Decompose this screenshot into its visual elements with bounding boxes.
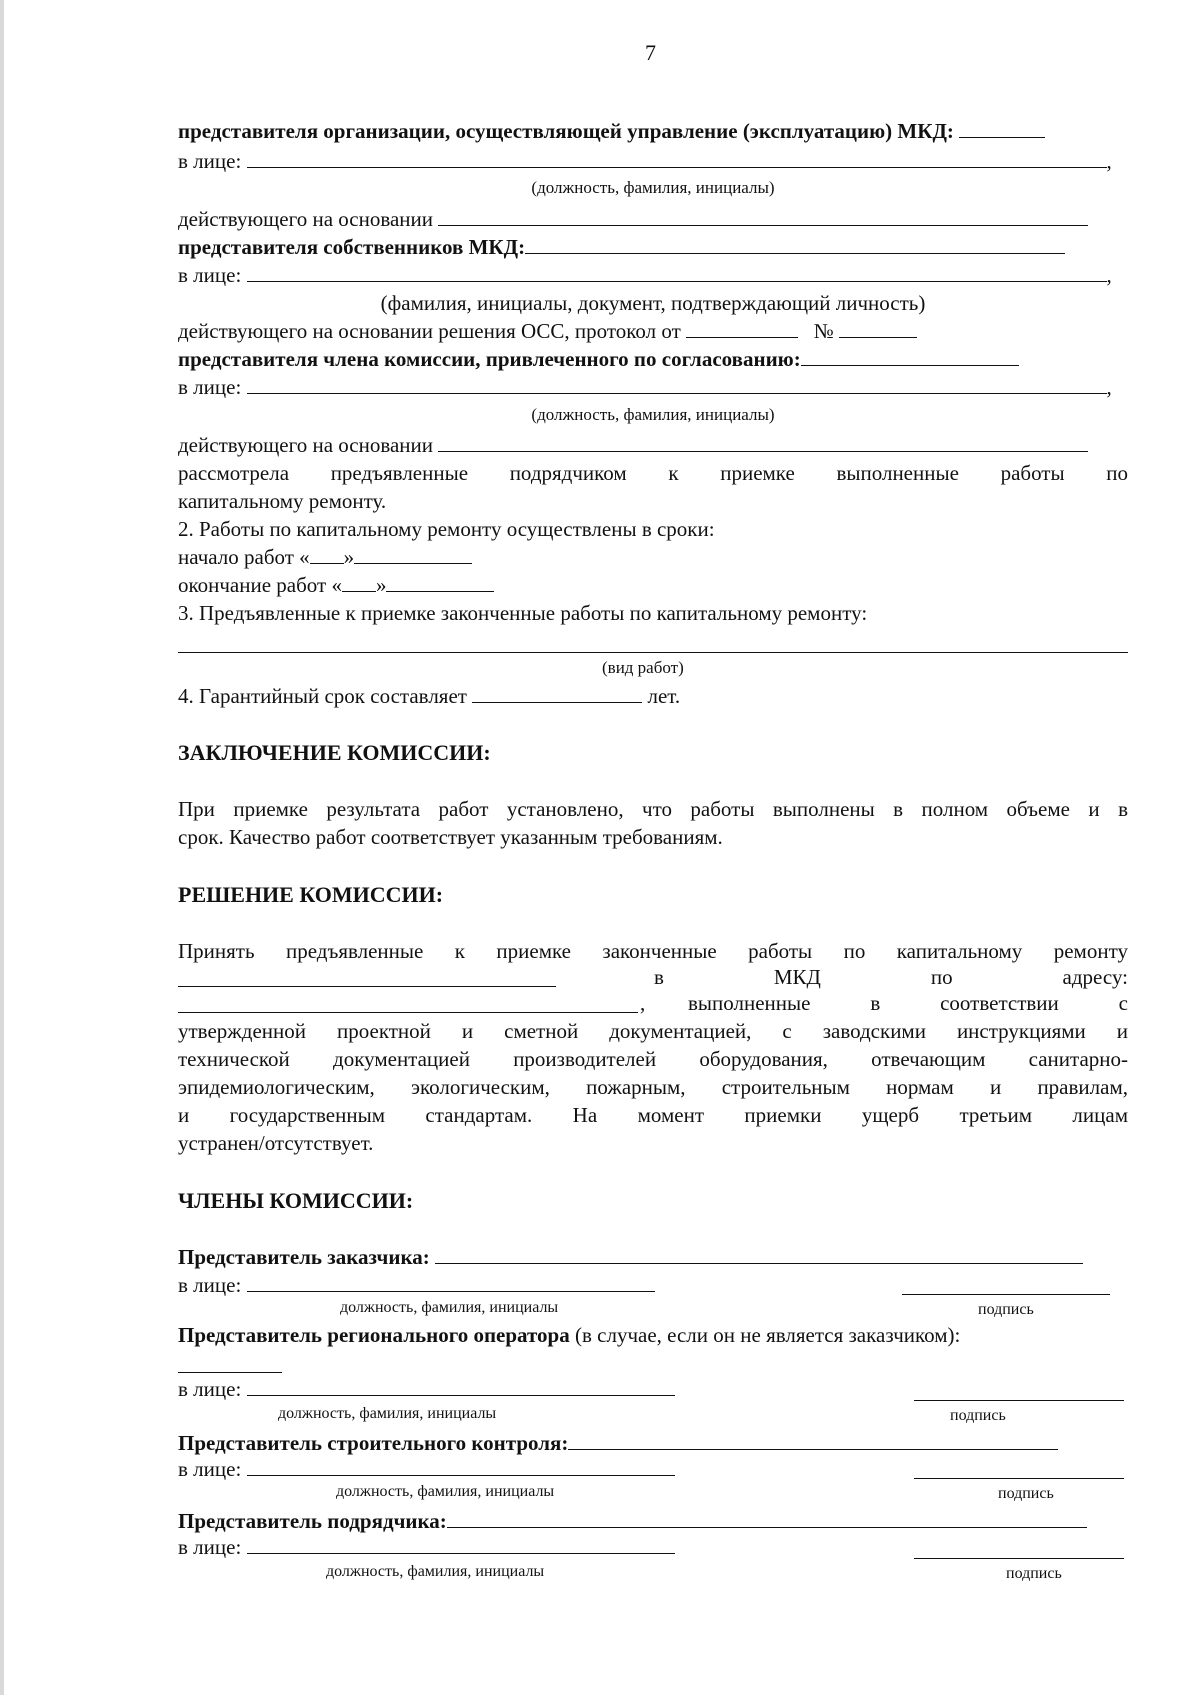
customer-signature-label: подпись: [978, 1301, 1034, 1318]
construction-signature-label: подпись: [998, 1485, 1054, 1502]
page-number: 7: [645, 40, 656, 65]
decision-line-5: технической документацией производителей оборудования, отвечающим санитарно-: [178, 1047, 1128, 1071]
regional-signature-label: подпись: [950, 1407, 1006, 1424]
decision-line-7: и государственным стандартам. На момент приемки ущерб третьим лицам: [178, 1103, 1128, 1127]
contractor-caption: должность, фамилия, инициалы: [326, 1563, 545, 1580]
decision-heading: РЕШЕНИЕ КОМИССИИ:: [178, 882, 444, 907]
protocol-number-field[interactable]: [839, 319, 917, 338]
contractor-signature-label: подпись: [1006, 1565, 1062, 1582]
owners-rep-basis: действующего на основании решения ОСС, протокол от №: [178, 318, 1128, 344]
warranty-years-field[interactable]: [472, 684, 642, 703]
contractor-signature-field[interactable]: [914, 1558, 1124, 1559]
construction-person-field[interactable]: [247, 1457, 675, 1476]
decision-line-3-comma: ,: [640, 991, 646, 1015]
contractor-in-person: в лице:: [178, 1534, 1128, 1560]
construction-caption: должность, фамилия, инициалы: [336, 1483, 555, 1500]
owners-rep-caption: (фамилия, инициалы, документ, подтверждающий личность): [380, 291, 926, 315]
work-type-caption: (вид работ): [602, 658, 684, 677]
decision-line-8: устранен/отсутствует.: [178, 1131, 374, 1155]
regional-rep-label: Представитель регионального оператора (в случае, если он не является заказчиком):: [178, 1323, 961, 1347]
end-day-field[interactable]: [342, 573, 376, 592]
contractor-rep-label: Представитель подрядчика:: [178, 1508, 1128, 1534]
decision-line-2: в МКД по адресу:: [654, 965, 1128, 989]
org-rep-person-field[interactable]: [247, 149, 1107, 168]
org-rep-in-person: в лице: ,: [178, 149, 1112, 173]
customer-caption: должность, фамилия, инициалы: [340, 1299, 559, 1316]
construction-signature-field[interactable]: [914, 1478, 1124, 1479]
owners-rep-person-field[interactable]: [247, 263, 1107, 282]
regional-signature-field[interactable]: [914, 1400, 1124, 1401]
decision-line-3: выполненные в соответствии с: [688, 991, 1128, 1015]
org-rep-basis-field[interactable]: [438, 207, 1088, 226]
member-rep-blank[interactable]: [801, 347, 1019, 366]
item-3-text: 3. Предъявленные к приемке законченные работы по капитальному ремонту:: [178, 601, 868, 625]
regional-in-person: в лице:: [178, 1376, 1128, 1402]
customer-person-field[interactable]: [247, 1273, 655, 1292]
org-rep-heading: представителя организации, осуществляющей управление (эксплуатацию) МКД:: [178, 118, 1128, 144]
address-field[interactable]: [178, 1012, 638, 1013]
members-heading: ЧЛЕНЫ КОМИССИИ:: [178, 1188, 414, 1213]
decision-line-4: утвержденной проектной и сметной документацией, с заводскими инструкциями и: [178, 1019, 1128, 1043]
member-rep-in-person: в лице: ,: [178, 375, 1112, 399]
member-rep-person-field[interactable]: [247, 375, 1107, 394]
protocol-date-field[interactable]: [686, 319, 798, 338]
end-month-field[interactable]: [386, 573, 494, 592]
repair-type-field[interactable]: [178, 986, 556, 987]
customer-rep-field[interactable]: [435, 1245, 1083, 1264]
reviewed-line-2: капитальному ремонту.: [178, 489, 387, 513]
regional-caption: должность, фамилия, инициалы: [278, 1405, 497, 1422]
owners-rep-in-person: в лице: ,: [178, 263, 1112, 287]
member-rep-caption: (должность, фамилия, инициалы): [531, 405, 775, 424]
org-rep-caption: (должность, фамилия, инициалы): [531, 178, 775, 197]
decision-line-6: эпидемиологическим, экологическим, пожарным, строительным нормам и правилам,: [178, 1075, 1128, 1099]
org-rep-basis: действующего на основании: [178, 206, 1128, 232]
customer-in-person: в лице:: [178, 1272, 1128, 1298]
construction-in-person: в лице:: [178, 1456, 1128, 1482]
customer-rep-label: Представитель заказчика:: [178, 1244, 1128, 1270]
scan-edge: [0, 0, 4, 1695]
work-type-field[interactable]: [178, 652, 1128, 653]
owners-rep-heading: представителя собственников МКД:: [178, 234, 1128, 260]
conclusion-line-1: При приемке результата работ установлено, что работы выполнены в полном объеме и в: [178, 797, 1128, 821]
start-date-line: начало работ « »: [178, 544, 1128, 570]
start-month-field[interactable]: [354, 545, 472, 564]
member-rep-basis-field[interactable]: [438, 433, 1088, 452]
member-rep-heading: представителя члена комиссии, привлеченного по согласованию:: [178, 346, 1128, 372]
customer-signature-field[interactable]: [902, 1294, 1110, 1295]
conclusion-heading: ЗАКЛЮЧЕНИЕ КОМИССИИ:: [178, 740, 491, 765]
construction-rep-field[interactable]: [568, 1431, 1058, 1450]
owners-rep-blank[interactable]: [525, 235, 1065, 254]
decision-line-1: Принять предъявленные к приемке законченные работы по капитальному ремонту: [178, 939, 1128, 963]
construction-rep-label: Представитель строительного контроля:: [178, 1430, 1128, 1456]
regional-person-field[interactable]: [247, 1377, 675, 1396]
contractor-person-field[interactable]: [247, 1535, 675, 1554]
start-day-field[interactable]: [310, 545, 344, 564]
org-rep-blank[interactable]: [959, 119, 1045, 138]
contractor-rep-field[interactable]: [447, 1509, 1087, 1528]
member-rep-basis: действующего на основании: [178, 432, 1128, 458]
reviewed-line-1: рассмотрела предъявленные подрядчиком к приемке выполненные работы по: [178, 461, 1128, 485]
regional-rep-field[interactable]: [178, 1372, 282, 1373]
warranty-line: 4. Гарантийный срок составляет лет.: [178, 684, 681, 708]
conclusion-line-2: срок. Качество работ соответствует указанным требованиям.: [178, 825, 723, 849]
end-date-line: окончание работ « »: [178, 572, 1128, 598]
item-2-text: 2. Работы по капитальному ремонту осуществлены в сроки:: [178, 517, 715, 541]
